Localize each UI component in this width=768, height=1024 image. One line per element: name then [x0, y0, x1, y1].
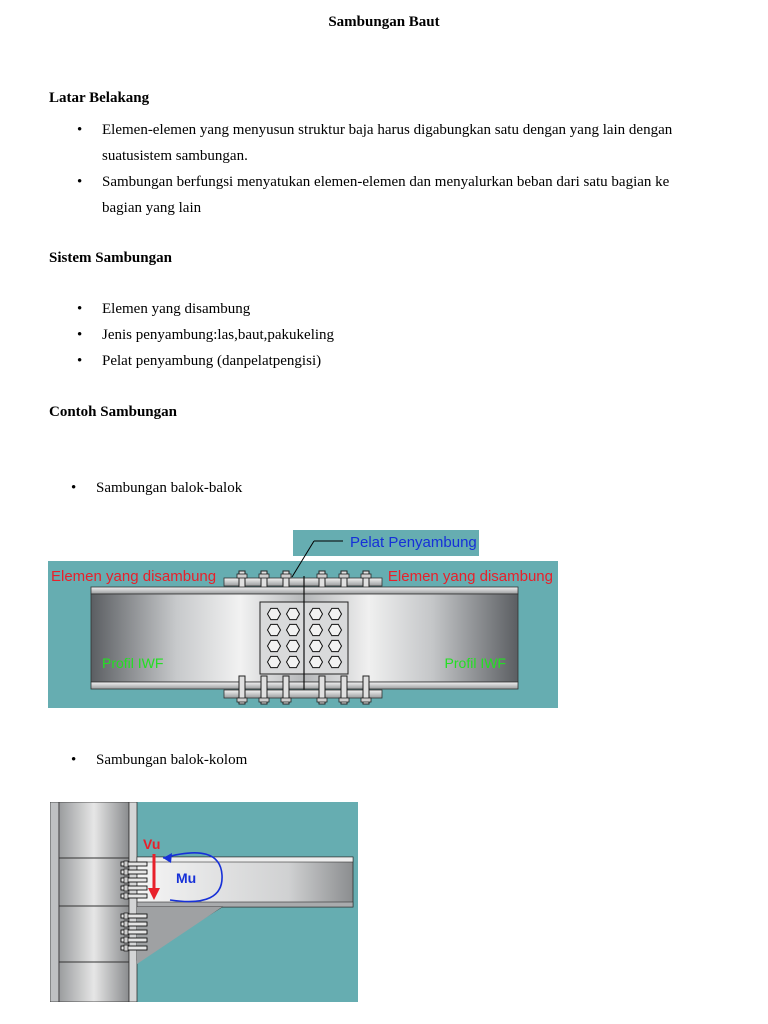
- bolt-nut: [124, 893, 128, 899]
- web-bolt: [310, 640, 323, 651]
- column-flange-right: [129, 802, 137, 1002]
- beam: [137, 857, 353, 907]
- top-splice-plate: [224, 578, 382, 586]
- list-item: • Sambungan balok-balok: [96, 475, 706, 501]
- bolt-nut: [361, 574, 371, 578]
- web-bolt: [329, 624, 342, 635]
- web-bolt: [329, 656, 342, 667]
- shear-label: Vu: [143, 836, 161, 852]
- web-bolt: [310, 656, 323, 667]
- beam-beam-connection-diagram: [48, 530, 558, 708]
- section-heading-sistem-sambungan: Sistem Sambungan: [49, 250, 172, 266]
- web-bolt: [287, 624, 300, 635]
- bolt-nut: [124, 869, 128, 875]
- list-item: • Pelat penyambung (danpelatpengisi): [102, 348, 712, 374]
- bolt-nut: [124, 885, 128, 891]
- list-item: • Elemen-elemen yang menyusun struktur baja harus digabungkan satu dengan yang lain dengan suatusistem sambungan.: [102, 117, 712, 169]
- beam-column-connection-diagram: [50, 802, 358, 1002]
- section-heading-latar-belakang: Latar Belakang: [49, 90, 150, 106]
- bolt-nut: [339, 574, 349, 578]
- beam-bottom-flange: [137, 902, 353, 907]
- plate-label: Pelat Penyambung: [350, 534, 477, 551]
- bolt-nut: [124, 877, 128, 883]
- bolt-nut: [124, 913, 128, 919]
- web-bolt: [268, 656, 281, 667]
- web-bolt: [329, 608, 342, 619]
- bolt-nut: [124, 929, 128, 935]
- right-profile-label: Profil IWF: [444, 655, 506, 671]
- right-element-label: Elemen yang disambung: [387, 568, 553, 585]
- section-heading-contoh-sambungan: Contoh Sambungan: [49, 404, 177, 420]
- column-web: [59, 802, 129, 1002]
- bolt-nut: [361, 698, 371, 702]
- web-bolt: [268, 640, 281, 651]
- document-title: Sambungan Baut: [328, 14, 440, 30]
- left-element-label: Elemen yang disambung: [51, 568, 217, 585]
- web-bolt: [310, 608, 323, 619]
- bolt-nut: [237, 574, 247, 578]
- bolt-nut: [124, 921, 128, 927]
- bolt-nut: [124, 945, 128, 951]
- list-item: • Sambungan balok-kolom: [96, 747, 706, 773]
- bottom-splice-plate: [224, 690, 382, 698]
- list-item: • Elemen yang disambung: [102, 296, 712, 322]
- web-bolt: [287, 656, 300, 667]
- web-bolt: [268, 608, 281, 619]
- web-bolt: [287, 608, 300, 619]
- bolt-nut: [124, 937, 128, 943]
- bolt-nut: [259, 574, 269, 578]
- bolt-nut: [317, 698, 327, 702]
- list-item: • Jenis penyambung:las,baut,pakukeling: [102, 322, 712, 348]
- moment-label: Mu: [176, 870, 197, 886]
- bolt-nut: [281, 574, 291, 578]
- web-bolt: [310, 624, 323, 635]
- bolt-nut: [124, 861, 128, 867]
- list-item: • Sambungan berfungsi menyatukan elemen-elemen dan menyalurkan beban dari satu bagian ke bagian yang lain: [102, 169, 712, 221]
- bolt-nut: [237, 698, 247, 702]
- bolt-nut: [339, 698, 349, 702]
- bolt-nut: [281, 698, 291, 702]
- web-bolt: [329, 640, 342, 651]
- column-flange-left: [50, 802, 59, 1002]
- bolt-nut: [317, 574, 327, 578]
- bolt-nut: [259, 698, 269, 702]
- left-profile-label: Profil IWF: [102, 655, 164, 671]
- web-bolt: [287, 640, 300, 651]
- web-bolt: [268, 624, 281, 635]
